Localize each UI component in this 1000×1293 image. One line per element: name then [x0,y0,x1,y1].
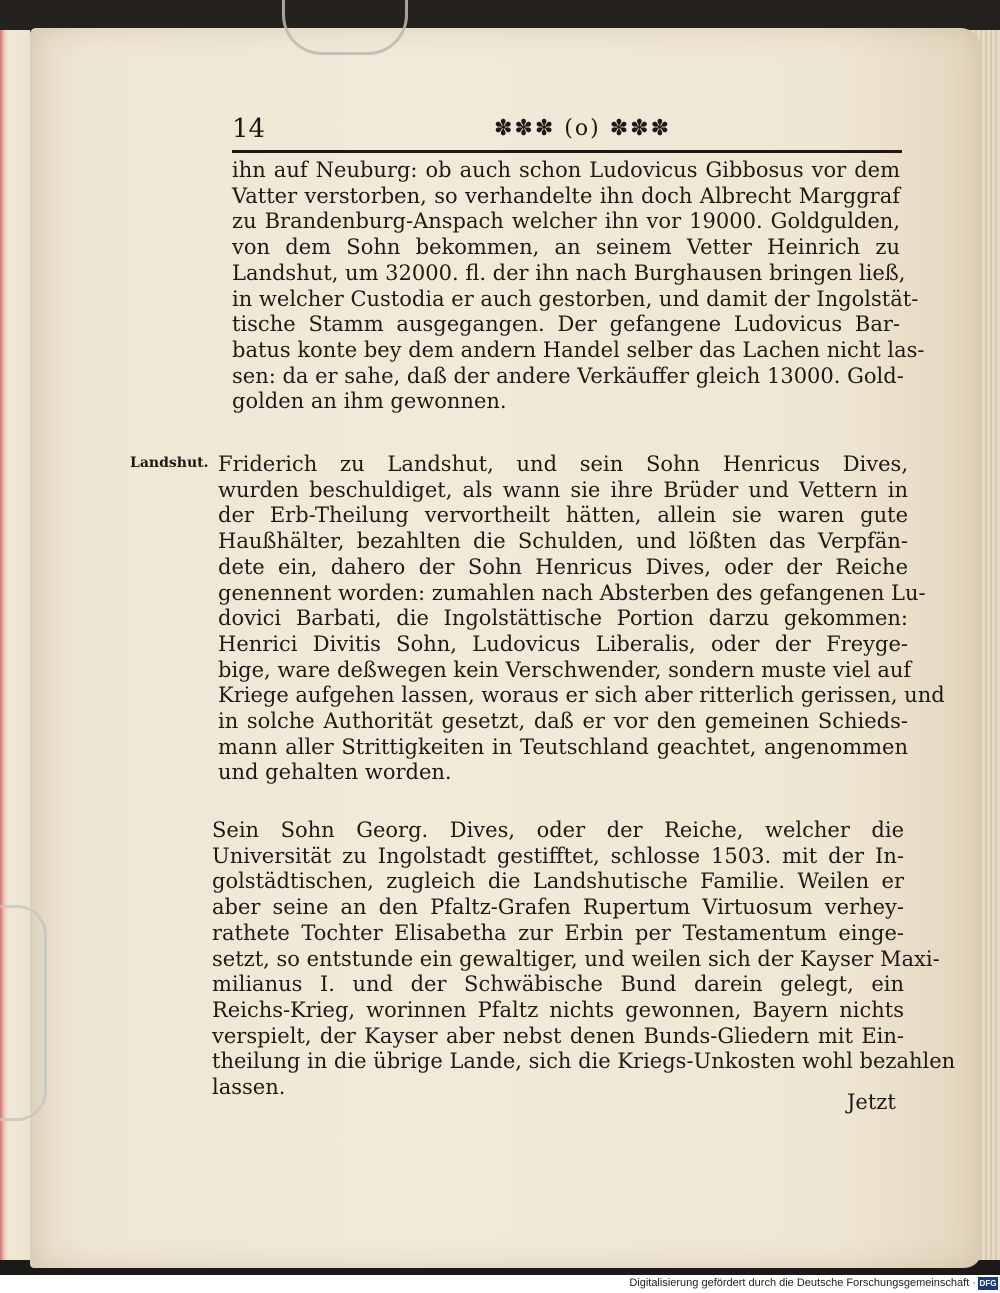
text-line: in solche Authorität gesetzt, daß er vor den gemeinen Schieds- [218,709,908,734]
text-line: dete ein, dahero der Sohn Henricus Dives, oder der Reiche [218,554,908,579]
page-clip-left [0,905,47,1121]
page-clip-top [282,0,408,55]
text-line: Kriege aufgehen lassen, woraus er sich aber ritterlich gerissen, und [218,683,945,708]
text-line: und gehalten worden. [218,760,452,785]
text-line: lassen. [212,1075,286,1100]
margin-note: Landshut. [130,455,209,471]
text-line: Sein Sohn Georg. Dives, oder der Reiche, welcher die [212,818,904,842]
text-line: golstädtischen, zugleich die Landshutische Familie. Weilen er [212,869,904,894]
text-line: Landshut, um 32000. fl. der ihn nach Burghausen bringen ließ, [232,260,906,285]
text-line: golden an ihm gewonnen. [232,389,507,414]
text-line: zu Brandenburg-Anspach welcher ihn vor 19000. Goldgulden, [232,209,900,234]
text-line: wurden beschuldiget, als wann sie ihre Brüder und Vettern in [218,477,908,502]
paragraph-1 [232,158,925,415]
footer-credit: Digitalisierung gefördert durch die Deutsche Forschungsgemeinschaft · [629,1277,976,1289]
paragraph-2 [218,452,945,786]
footer-bar [0,1275,1000,1293]
text-line: aber seine an den Pfaltz-Grafen Rupertum Virtuosum verhey- [212,895,904,920]
text-line: bige, ware deßwegen kein Verschwender, sondern muste viel auf [218,657,912,682]
header-rule [232,150,902,153]
text-line: der Erb-Theilung vervortheilt hätten, allein sie waren gute [218,503,908,528]
text-line: Vatter verstorben, so verhandelte ihn doch Albrecht Marggraf [232,183,900,208]
text-line: Haußhälter, bezahlten die Schulden, und lößten das Verpfän- [218,529,908,554]
text-line: rathete Tochter Elisabetha zur Erbin per Testamentum einge- [212,920,904,945]
text-line: verspielt, der Kayser aber nebst denen Bunds-Gliedern mit Ein- [212,1023,904,1048]
text-line: setzt, so entstunde ein gewaltiger, und weilen sich der Kayser Maxi- [212,946,940,971]
text-line: Reichs-Krieg, worinnen Pfaltz nichts gewonnen, Bayern nichts [212,997,904,1022]
text-line: mann aller Strittigkeiten in Teutschland geachtet, angenommen [218,734,908,759]
header-ornament: ✽✽✽ (o) ✽✽✽ [494,116,671,141]
running-header [232,110,902,150]
text-line: sen: da er sahe, daß der andere Verkäuffer gleich 13000. Gold- [232,363,904,388]
text-line: genennent worden: zumahlen nach Absterben des gefangenen Lu- [218,580,926,605]
text-line: Friderich zu Landshut, und sein Sohn Henricus Dives, [218,452,908,476]
text-line: von dem Sohn bekommen, an seinem Vetter Heinrich zu [232,235,900,260]
dfg-logo: DFG [979,1279,997,1288]
catchword: Jetzt [847,1090,896,1114]
page-number: 14 [232,114,266,144]
text-line: ihn auf Neuburg: ob auch schon Ludovicus Gibbosus vor dem [232,158,900,182]
paragraph-3 [212,818,956,1101]
text-line: milianus I. und der Schwäbische Bund darein gelegt, ein [212,972,904,997]
text-line: tische Stamm ausgegangen. Der gefangene Ludovicus Bar- [232,312,900,337]
text-line: theilung in die übrige Lande, sich die Kriegs-Unkosten wohl bezahlen [212,1049,956,1074]
text-line: in welcher Custodia er auch gestorben, und damit der Ingolstät- [232,286,919,311]
text-line: Universität zu Ingolstadt gestifftet, schlosse 1503. mit der In- [212,843,904,868]
text-line: batus konte bey dem andern Handel selber das Lachen nicht las- [232,337,925,362]
text-line: dovici Barbati, die Ingolstättische Portion darzu gekommen: [218,606,908,631]
text-line: Henrici Divitis Sohn, Ludovicus Liberalis, oder der Freyge- [218,631,908,656]
